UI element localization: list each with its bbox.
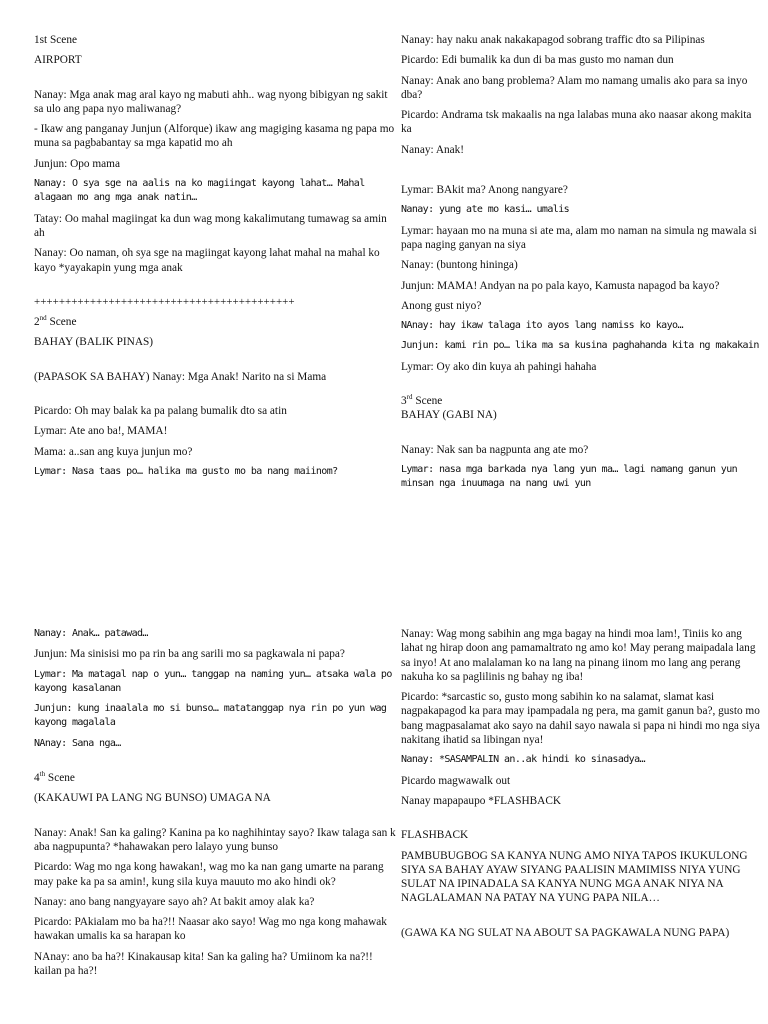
dialogue-line: Nanay: *SASAMPALIN an..ak hindi ko sinasadya… <box>401 754 645 766</box>
dialogue-line: Nanay: Mga anak mag aral kayo ng mabuti ahh.. wag nyong bibigyan ng sakit sa ulo ang papa nyo maliwanag? <box>34 88 388 115</box>
dialogue-line: Nanay: O sya sge na aalis na ko magiingat kayong lahat… Mahal alagaan mo ang mga anak natin… <box>34 178 365 204</box>
dialogue-line: NAnay: Sana nga… <box>34 737 121 749</box>
dialogue-line: Picardo: Oh may balak ka pa palang bumalik dto sa atin <box>34 405 287 418</box>
flashback-title: FLASHBACK <box>401 829 469 842</box>
dialogue-line: Lymar: BAkit ma? Anong nangyare? <box>401 184 568 197</box>
flashback-description: PAMBUBUGBOG SA KANYA NUNG AMO NIYA TAPOS IKUKULONG SIYA SA BAHAY AYAW SIYANG PAALISIN MAMIMISS NIYA YUNG SULAT NA IPINADALA SA KANYA NUNG MGA ANAK NIYA NA NAGLALAMAN NA PATAY NA YUNG PAPA NILA… <box>401 849 748 905</box>
dialogue-line: Nanay mapapaupo *FLASHBACK <box>401 794 562 807</box>
dialogue-line: (PAPASOK SA BAHAY) Nanay: Mga Anak! Narito na si Mama <box>34 370 327 383</box>
scene-location: BAHAY (GABI NA) <box>401 409 497 422</box>
dialogue-line: Lymar: Oy ako din kuya ah pahingi hahaha <box>401 360 597 373</box>
dialogue-line: Lymar: Ate ano ba!, MAMA! <box>34 425 168 438</box>
dialogue-line: Nanay: Wag mong sabihin ang mga bagay na hindi moa lam!, Tiniis ko ang lahat ng hirap doon ang pamamaltrato ng amo ko! May perang maipadala lang sa inyo! At ano malalaman ko na lang na pinang iinom mo lang ang perang nakuha ko sa paglilinis ng bahay ng iba! <box>401 628 756 683</box>
scene-title: 2nd Scene <box>34 314 77 329</box>
scene-location: AIRPORT <box>34 54 82 67</box>
dialogue-line: NAnay: hay ikaw talaga ito ayos lang namiss ko kayo… <box>401 320 683 332</box>
scene-title: 3rd Scene <box>401 393 443 408</box>
dialogue-line: Nanay: Anak! <box>401 143 465 156</box>
scene-location: (KAKAUWI PA LANG NG BUNSO) UMAGA NA <box>34 792 271 805</box>
dialogue-line: Picardo magwawalk out <box>401 774 511 787</box>
script-column-bottom-left <box>34 627 396 984</box>
dialogue-line: Junjun: Ma sinisisi mo pa rin ba ang sarili mo sa pagkawala ni papa? <box>34 648 345 661</box>
dialogue-line: Tatay: Oo mahal magiingat ka dun wag mong kakalimutang tumawag sa amin ah <box>34 212 387 239</box>
scene-title: 1st Scene <box>34 34 77 46</box>
dialogue-line: Mama: a..san ang kuya junjun mo? <box>34 445 193 458</box>
dialogue-line: Nanay: Nak san ba nagpunta ang ate mo? <box>401 443 589 456</box>
dialogue-line: Picardo: PAkialam mo ba ha?!! Naasar ako sayo! Wag mo nga kong mahawak hawakan umalis ka sa harapan ko <box>34 916 387 943</box>
dialogue-line: Nanay: yung ate mo kasi… umalis <box>401 204 570 216</box>
dialogue-line: Picardo: Edi bumalik ka dun di ba mas gusto mo naman dun <box>401 54 674 67</box>
scene-divider: ++++++++++++++++++++++++++++++++++++++++++ <box>34 295 295 308</box>
dialogue-line: Nanay: Oo naman, oh sya sge na magiingat kayong lahat mahal na mahal ko kayo *yayakapin yung mga anak <box>34 247 380 274</box>
dialogue-line: Lymar: Nasa taas po… halika ma gusto mo ba nang maiinom? <box>34 465 338 477</box>
dialogue-line: NAnay: ano ba ha?! Kinakausap kita! San ka galing ha? Umiinom ka na?!! kailan pa ha?! <box>34 950 373 978</box>
script-column-top-left <box>34 33 396 485</box>
dialogue-line: Junjun: kung inaalala mo si bunso… matatanggap nya rin po yun wag kayong magalala <box>34 703 387 729</box>
dialogue-line: Lymar: Ma matagal nap o yun… tanggap na naming yun… atsaka wala po kayong kasalanan <box>34 668 392 694</box>
dialogue-line: Picardo: Andrama tsk makaalis na nga lalabas muna ako naasar akong makita ka <box>401 109 752 136</box>
dialogue-line: Nanay: hay naku anak nakakapagod sobrang traffic dto sa Pilipinas <box>401 34 705 46</box>
dialogue-line: Nanay: Anak ano bang problema? Alam mo namang umalis ako para sa inyo dba? <box>401 74 748 101</box>
dialogue-line: Nanay: ano bang nangyayare sayo ah? At bakit amoy alak ka? <box>34 895 315 908</box>
dialogue-line: Nanay: Anak! San ka galing? Kanina pa ko naghihintay sayo? Ikaw talaga san k aba nagpupunta? *hahawakan pero lalayo yung bunso <box>34 826 396 853</box>
scene-title: 4th Scene <box>34 770 75 785</box>
dialogue-line: Lymar: nasa mga barkada nya lang yun ma… lagi namang ganun yun minsan nga inuumaga na nang uwi yun <box>401 463 738 490</box>
dialogue-line: Junjun: kami rin po… lika ma sa kusina paghahanda kita ng makakain <box>401 340 759 352</box>
director-note: (GAWA KA NG SULAT NA ABOUT SA PAGKAWALA NUNG PAPA) <box>401 926 730 939</box>
scene-location: BAHAY (BALIK PINAS) <box>34 336 154 349</box>
dialogue-line: Anong gust niyo? <box>401 299 482 312</box>
dialogue-line: Nanay: (buntong hininga) <box>401 259 518 272</box>
script-column-bottom-right <box>401 627 763 946</box>
script-column-top-right <box>401 33 763 498</box>
dialogue-line: Picardo: Wag mo nga kong hawakan!, wag mo ka nan gang umarte na parang may pake ka pa sa amin!, kung sila kuya mauuto mo ako hindi ok? <box>34 861 384 888</box>
dialogue-line: Lymar: hayaan mo na muna si ate ma, alam mo naman na simula ng mawala si papa naging ganyan na siya <box>401 224 757 251</box>
dialogue-line: Picardo: *sarcastic so, gusto mong sabihin ko na salamat, slamat kasi nagpakapagod ka para may ipampadala ng pera, ma gamit ganun ba?, gusto mo bang magpasalamat ako sayo na dahil sayo nawala si papa ni hindi mo nga siya nakitang ihatid sa libingan nya! <box>401 691 760 747</box>
dialogue-line: - Ikaw ang panganay Junjun (Alforque) ikaw ang magiging kasama ng papa mo muna sa pagbabantay sa mga kapatid mo ah <box>34 123 395 150</box>
dialogue-line: Nanay: Anak… patawad… <box>34 628 148 639</box>
dialogue-line: Junjun: Opo mama <box>34 157 120 170</box>
dialogue-line: Junjun: MAMA! Andyan na po pala kayo, Kamusta napagod ba kayo? <box>401 279 720 292</box>
